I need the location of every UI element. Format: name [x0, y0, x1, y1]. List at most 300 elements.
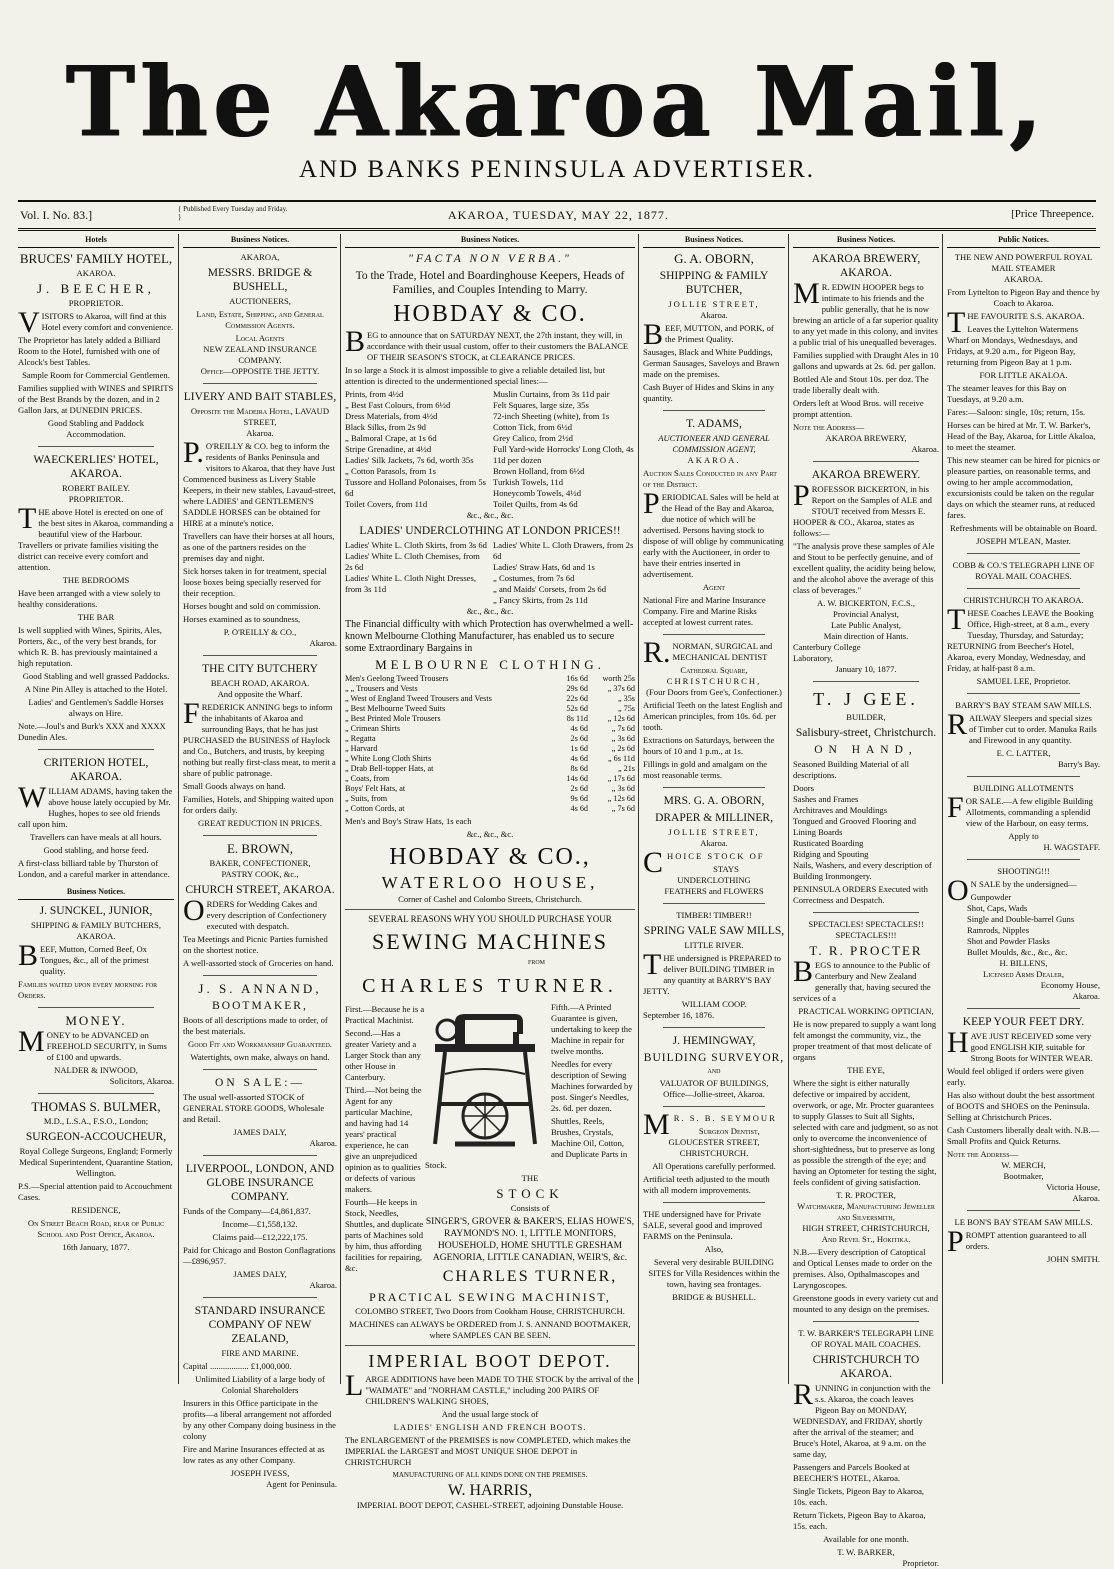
underclothing-lines: [345, 540, 635, 606]
ad-text: PASTRY COOK, &c.,: [221, 869, 299, 879]
ad-text: A well-assorted stock of Groceries on hand.: [183, 958, 334, 968]
ad-heading: T. R. PROCTER: [809, 943, 923, 958]
ad-text: THE EYE,: [847, 1065, 885, 1075]
table-cell: „ West of England Tweed Trousers and Vests: [345, 694, 492, 703]
ad-text: HIGH STREET, CHRISTCHURCH,: [802, 1223, 930, 1233]
table-row: [345, 804, 635, 814]
ad-text: Have been arranged with a view solely to healthy considerations.: [18, 588, 161, 609]
ad-text: Akaroa.: [309, 638, 337, 648]
ad-heading: FOR LITTLE AKALOA.: [979, 370, 1068, 380]
ad-heading: MELBOURNE CLOTHING.: [375, 657, 605, 672]
ad-text: PROPRIETOR.: [68, 298, 124, 308]
price: [Price Threepence.: [1011, 208, 1094, 220]
ad-text: Sausages, Black and White Puddings, German Sausages, Saveloys and Brawn made on the premises.: [643, 347, 780, 379]
ad-text: Horses bought and sold on commission.: [183, 601, 321, 611]
list-item: „ Balmoral Crape, at 1s 6d: [345, 433, 437, 443]
ad-text: Passengers and Parcels Booked at BEECHER'S HOTEL, Akaroa.: [793, 1462, 910, 1483]
ad-text: MR. EDWIN HOOPER begs to intimate to his friends and the public generally, that he is now brewing an article of a far superior quality to any yet made in this colony, and invites a public trial of his unequalled beverages.: [793, 277, 939, 347]
ad-text: Office—OPPOSITE THE JETTY.: [200, 366, 320, 376]
ad-text: THE undersigned is PREPARED to deliver BUILDING TIMBER in any quantity at BARRY'S BAY JETTY.: [643, 948, 781, 996]
ad-heading: CHURCH STREET, AKAROA.: [185, 884, 335, 896]
table-row: [345, 744, 635, 754]
ad-heading: CHRISTCHURCH TO AKAROA.: [963, 595, 1084, 605]
ad-text: JOSEPH M'LEAN, Master.: [976, 536, 1071, 546]
ad-text: Akaroa.: [309, 1280, 337, 1290]
ad-text: STAYS: [713, 864, 739, 874]
ad-text: A first-class billiard table by Thurston of London, and a careful marker in attendance.: [18, 858, 170, 879]
ad-text: Capital .................. £1,000,000.: [183, 1361, 292, 1371]
ad-text: P.S.—Special attention paid to Accouchment Cases.: [18, 1181, 173, 1202]
ad-text: MANUFACTURING OF ALL KINDS DONE ON THE PREMISES.: [392, 1471, 588, 1479]
ad-text: THE above Hotel is erected on one of the best sites in Akaroa, commanding a beautiful view of the Harbour. Travellers or private families visiting the district can receive every comfort and attention.: [18, 502, 174, 572]
ad-heading: HOBDAY & CO.: [393, 301, 587, 327]
list-item: Honeycomb Towels, 4½d: [493, 488, 582, 498]
ad-text: RAILWAY Sleepers and special sizes of Timber cut to order. Manuka Rails and Firewood in any quantity.: [947, 708, 1097, 745]
ad-heading: KEEP YOUR FEET DRY.: [962, 1016, 1085, 1028]
ad-text: P. O'REILLY & CO.,: [223, 627, 297, 637]
ad-heading: MR. S. B. SEYMOUR: [643, 1108, 777, 1141]
newspaper-subtitle: AND BANKS PENINSULA ADVERTISER.: [298, 156, 816, 183]
ad-text: MACHINES can ALWAYS be ORDERED from J. S. ANNAND BOOTMAKER, where SAMPLES CAN BE SEEN.: [349, 1319, 631, 1340]
ad-text: Paid for Chicago and Boston Conflagrations—£896,957.: [183, 1245, 336, 1266]
special-lines: [345, 389, 635, 510]
ad-heading: T. W. BARKER'S TELEGRAPH LINE OF ROYAL MAIL COACHES.: [798, 1328, 934, 1349]
ad-text: Ladies' and Gentlemen's Saddle Horses always on Hire.: [28, 697, 164, 718]
ad-text: Good Fit and Workmanship Guaranteed.: [188, 1039, 332, 1049]
ad-text: T. R. PROCTER,: [836, 1190, 896, 1200]
ad-text: FIRE AND MARINE.: [221, 1348, 299, 1358]
ad-text: THE BEDROOMS: [62, 575, 130, 585]
ad-heading: Salisbury-street, Christchurch.: [795, 727, 937, 739]
ad-text: Available for one month.: [823, 1534, 909, 1544]
ad-text: Claims paid—£12,222,175.: [212, 1232, 308, 1242]
ad-text: AND: [707, 1069, 721, 1075]
ad-text: FREDERICK ANNING begs to inform the inhabitants of Akaroa and surrounding Bays, that he has just PURCHASED the BUSINESS of Haylock and Co., Butchers, and trusts, by keeping nothing but really first-class meat, to merit a share of public patronage.: [183, 697, 336, 778]
ad-heading: CHARLES TURNER.: [362, 975, 618, 997]
ad-text: THE: [521, 1173, 539, 1183]
list-item: Ladies' White L. Cloth Skirts, from 3s 6d: [345, 540, 487, 550]
ad-text: BEG to announce that on SATURDAY NEXT, the 27th instant, they will, in accordance with their usual custom, offer to their customers the BALANCE OF THEIR SEASON'S STOCK, at CLEARANCE PRICES.: [345, 325, 629, 362]
ad-text: In so large a Stock it is almost impossible to give a reliable detailed list, but attention is directed to the undermentioned special lines:—: [345, 365, 605, 386]
list-item: „ Cotton Parasols, from 1s: [345, 466, 436, 476]
ad-heading: BUILDING ALLOTMENTS: [973, 783, 1074, 793]
ad-text: Provincial Analyst,: [833, 609, 899, 619]
ad-heading: SURGEON-ACCOUCHEUR,: [25, 1131, 167, 1143]
ad-text: Artificial teeth adjusted to the mouth with all modern improvements.: [643, 1174, 770, 1195]
ad-text: Has also without doubt the best assortment of BOOTS and SHOES on the Peninsula. Selling at Christchurch Prices.: [947, 1090, 1095, 1122]
ad-text: Fourth—He keeps in Stock, Needles, Shuttles, and duplicate parts of Machines sold by him, thus affording facilities for repairing, &c.: [345, 1197, 424, 1273]
ad-heading: IMPERIAL BOOT DEPOT.: [368, 1351, 612, 1371]
list-item: Ladies' Silk Jackets, 7s 6d, worth 35s: [345, 455, 474, 465]
ad-text: Victoria House,: [1046, 1182, 1100, 1192]
list-item: Tussore and Holland Polonaises, from 5s 6d: [345, 477, 486, 498]
ad-text: Fillings in gold and amalgam on the most reasonable terms.: [643, 759, 768, 780]
clothing-price-table: [345, 674, 635, 814]
table-cell: 4s 6d: [570, 754, 589, 763]
ad-text: UNDERCLOTHING: [677, 875, 751, 885]
ad-text: Funds of the Company—£4,861,837.: [183, 1206, 311, 1216]
ad-text: Good Stabling and Paddock Accommodation.: [47, 418, 145, 439]
ad-heading: SHIPPING & FAMILY BUTCHER,: [659, 270, 769, 296]
table-cell: 1s 6d: [570, 744, 589, 753]
ad-heading: LE BON'S BAY STEAM SAW MILLS.: [954, 1217, 1093, 1227]
ad-text: Small Goods always on hand.: [183, 781, 286, 791]
ad-text: TIMBER! TIMBER!!: [676, 910, 752, 920]
section-header: Business Notices.: [345, 234, 635, 248]
list-item: Nails, Washers, and every description of Building Ironmongery.: [793, 860, 932, 881]
ad-text: Barry's Bay.: [1057, 759, 1100, 769]
ad-text: RUNNING in conjunction with the s.s. Akaroa, the coach leaves Pigeon Bay on MONDAY, WEDNESDAY, and FRIDAY, shortly after the arrival of the steamer; and Bruce's Hotel, Akaroa, at 9 a.m. on the same day,: [793, 1378, 931, 1459]
ad-text: A. W. BICKERTON, F.C.S.,: [817, 598, 915, 608]
ad-text: Sick horses taken in for treatment, special loose boxes being specially reserved for their reception.: [183, 566, 327, 598]
list-item: „ and Maids' Corsets, from 2s 6d: [493, 584, 607, 594]
table-cell: 8s 11d: [566, 714, 589, 723]
ad-text: BRIDGE & BUSHELL.: [672, 1292, 756, 1302]
ad-text: Akaroa.: [1072, 1193, 1100, 1203]
ad-heading: THE NEW AND POWERFUL ROYAL MAIL STEAMER: [954, 252, 1093, 273]
ad-heading: MRS. G. A. OBORN,: [663, 795, 765, 807]
ad-heading: E. BROWN,: [226, 841, 294, 856]
table-cell: „ Best Printed Mole Trousers: [345, 714, 441, 723]
ad-text: Akaroa.: [1072, 991, 1100, 1001]
ad-text: AKAROA.: [76, 268, 116, 278]
list-item: Cotton Tick, from 6½d: [493, 422, 573, 432]
ad-text: This new steamer can be hired for picnics or pleasure parties, on reasonable terms, and owing to her ample accommodation, excursionists could be taken on the regular days on which the steamer runs, at reduced fares.: [947, 455, 1100, 520]
list-item: Ladies' White L. Cloth Chemises, from 2s 6d: [345, 551, 480, 572]
table-cell: „ 35s: [617, 694, 635, 703]
table-cell: 4s 6d: [570, 804, 589, 813]
ad-text: Horses can be hired at Mr. T. W. Barker's, Head of the Bay, Akaroa, for Little Akaloa, to meet the steamer.: [947, 420, 1096, 452]
ad-text: Cash Customers liberally dealt with. N.B.—Small Profits and Quick Returns.: [947, 1125, 1100, 1146]
table-cell: „ Best Melbourne Tweed Suits: [345, 704, 446, 713]
list-item: Stripe Grenadine, at 4½d: [345, 444, 432, 454]
ad-text: Is well supplied with Wines, Spirits, Ales, Porters, &c., of the very best brands, for which R. B. has previously maintained a high reputation.: [18, 625, 162, 668]
ad-heading: WATERLOO HOUSE,: [381, 873, 599, 892]
ad-text: Artificial Teeth on the latest English and American principles, from 10s. 6d. per tooth.: [643, 700, 783, 732]
ad-text: Families supplied with WINES and SPIRITS of the Best Brands by the dozen, and in 2 Gallon Jars, at DUNEDIN PRICES.: [18, 383, 174, 415]
ad-text: &c., &c., &c.: [466, 829, 514, 839]
ad-text: Single Tickets, Pigeon Bay to Akaroa, 10s. each.: [793, 1486, 925, 1507]
table-cell: 22s 6d: [566, 694, 589, 703]
table-cell: „ 21s: [617, 764, 635, 773]
ad-text: Leaves the Lyttelton Watermens Wharf on Mondays, Wednesdays, and Fridays, at 9.20 a.m., for Pigeon Bay, returning from Pigeon Bay at 1 p.m.: [947, 324, 1078, 367]
ad-text: FROM: [527, 960, 545, 966]
column-business-4: [793, 234, 939, 1568]
ad-text: JOHN SMITH.: [1047, 1254, 1100, 1264]
ad-text: Solicitors, Akaroa.: [109, 1076, 174, 1086]
table-row: [345, 694, 635, 704]
columns: [18, 234, 1100, 1568]
ad-text: Fire and Marine Insurances effected at as low rates as any other Company.: [183, 1444, 325, 1465]
table-cell: Men's Geelong Tweed Trousers: [345, 674, 449, 683]
ad-text: Opposite the Madeira Hotel, LAVAUD STREET,: [190, 406, 330, 427]
ad-text: ON SALE by the undersigned—: [947, 874, 1077, 907]
ad-text: Agent: [702, 582, 726, 592]
table-cell: 16s 6d: [566, 674, 589, 683]
table-cell: 29s 6d: [566, 684, 589, 693]
ad-text: WILLIAM ADAMS, having taken the above house lately occupied by Mr. Hughes, hopes to see old friends call upon him.: [18, 781, 173, 829]
under-lines-right: [493, 540, 635, 606]
ad-text: JAMES DALY,: [233, 1269, 287, 1279]
ad-text: A Nine Pin Alley is attached to the Hotel.: [24, 684, 168, 694]
under-lines-left: [345, 540, 487, 606]
table-cell: 8s 6d: [570, 764, 589, 773]
ad-heading: SPRING VALE SAW MILLS,: [643, 925, 785, 937]
ad-heading: ON HAND,: [814, 744, 918, 756]
sewing-reasons-left: [345, 1002, 425, 1276]
list-item: Prints, from 4½d: [345, 389, 404, 399]
ad-text: Men's and Boy's Straw Hats, 1s each: [345, 816, 472, 826]
table-cell: „ 75s: [617, 704, 635, 713]
ad-text: LARGE ADDITIONS have been MADE TO THE STOCK by the arrival of the "WAIMATE" and "NORHAM CASTLE," including 200 PAIRS OF CHILDREN'S WALKING SHOES,: [345, 1369, 634, 1406]
section-header: Business Notices.: [18, 886, 174, 900]
list-item: Ramrods, Nipples: [967, 925, 1030, 935]
list-item: Black Silks, from 2s 9d: [345, 422, 426, 432]
list-item: Ladies' Straw Hats, 6d and 1s: [493, 562, 595, 572]
column-business-2: [345, 234, 635, 1510]
ad-text: H. WAGSTAFF.: [1043, 842, 1100, 852]
ad-text: Families supplied with Draught Ales in 10 gallons and upwards at 2s. 6d. per gallon.: [793, 350, 939, 371]
ad-text: BEACH ROAD, AKAROA.: [210, 678, 310, 688]
ad-text: ROBERT BAILEY.: [62, 483, 130, 493]
table-cell: „ 12s 6d: [607, 794, 635, 803]
ad-heading: PRACTICAL SEWING MACHINIST,: [369, 1290, 611, 1304]
ad-text: Horses examined as to soundness,: [183, 614, 301, 624]
table-cell: 2s 6d: [570, 734, 589, 743]
table-cell: „ Cotton Cords, at: [345, 804, 405, 813]
ad-text: COLOMBO STREET, Two Doors from Cookham House, CHRISTCHURCH.: [355, 1306, 625, 1316]
ad-text: Akaroa.: [246, 428, 274, 438]
list-item: Toilet Covers, from 11d: [345, 499, 428, 509]
ad-text: All Operations carefully performed.: [652, 1161, 776, 1171]
ad-text: And the usual large stock of: [441, 1409, 539, 1419]
volume-number: Vol. I. No. 83.]: [20, 208, 93, 222]
column-hotels: [18, 234, 174, 1384]
ad-text: AKAROA.: [687, 455, 741, 465]
ad-text: JAMES DALY,: [233, 1127, 287, 1137]
ad-text: Cash Buyer of Hides and Skins in any quantity.: [643, 382, 775, 403]
table-cell: „ Coats, from: [345, 774, 390, 783]
ad-heading: LIVERPOOL, LONDON, AND GLOBE INSURANCE COMPANY.: [185, 1163, 335, 1203]
ad-text: Seasoned Building Material of all descriptions.: [793, 759, 909, 780]
table-cell: „ White Long Cloth Shirts: [345, 754, 432, 763]
ad-text: Main direction of Hants.: [823, 631, 909, 641]
ad-text: Office—Jollie-street, Akaroa.: [663, 1089, 765, 1099]
ad-text: Extractions on Saturdays, between the hours of 10 and 1 p.m., at 1s.: [643, 735, 775, 756]
list-item: Felt Squares, large size, 35s: [493, 400, 589, 410]
ad-text: Needles for every description of Sewing Machines forwarded by post. Singer's Needles, 2s. 6d. per dozen.: [551, 1059, 633, 1113]
ad-text: Travellers can have meals at all hours.: [30, 832, 162, 842]
ad-text: JOSEPH IVESS,: [230, 1468, 290, 1478]
sewing-machine-illustration: [425, 1004, 545, 1154]
ad-text: Note the Address—: [947, 1149, 1019, 1159]
table-cell: „ 3s 6d: [611, 734, 635, 743]
ad-text: The steamer leaves for this Bay on Tuesdays, at 9.20 a.m.: [947, 383, 1067, 404]
list-item: Turkish Towels, 11d: [493, 477, 563, 487]
building-materials-list: [793, 783, 939, 882]
ad-text: GREAT REDUCTION IN PRICES.: [198, 818, 322, 828]
ad-text: Surgeon Dentist,: [698, 1126, 760, 1136]
ad-text: BEGS to announce to the Public of Canterbury and New Zealand generally that, having secured the services of a: [793, 955, 931, 1003]
ad-heading: ON SALE:—: [215, 1077, 305, 1089]
ad-text: September 16, 1876.: [643, 1010, 715, 1020]
ad-text: Watchmaker, Manufacturing Jeweller and Silversmith,: [797, 1201, 935, 1222]
ad-heading: WAECKERLIES' HOTEL, AKAROA.: [33, 454, 159, 480]
ad-heading: SEWING MACHINES: [372, 929, 608, 954]
section-header: Business Notices.: [793, 234, 939, 248]
ad-text: SEVERAL REASONS WHY YOU SHOULD PURCHASE YOUR: [368, 914, 612, 924]
ad-text: 16th January, 1877.: [62, 1242, 130, 1252]
table-cell: „ 2s 6d: [611, 744, 635, 753]
ad-text: H. BILLENS,: [999, 958, 1048, 968]
table-cell: „ 7s 6d: [611, 724, 635, 733]
ad-heading: T. J GEE.: [813, 689, 919, 709]
table-cell: „ Suits, from: [345, 794, 388, 803]
list-item: Ladies' White L. Cloth Drawers, from 2s 6d: [493, 540, 634, 561]
ad-text: THE BAR: [77, 612, 115, 622]
ad-text: (Four Doors from Gee's, Confectioner.): [646, 687, 782, 697]
ad-text: LADIES' ENGLISH AND FRENCH BOOTS.: [393, 1422, 587, 1432]
ad-text: LITTLE RIVER.: [684, 940, 744, 950]
ad-text: Return Tickets, Pigeon Bay to Akaroa, 15s. each.: [793, 1510, 926, 1531]
ad-text: Unlimited Liability of a large body of Colonial Shareholders: [195, 1374, 325, 1395]
ad-text: Land, Estate, Shipping, and General Commission Agents.: [196, 309, 324, 330]
ad-text: PROMPT attention guaranteed to all orders.: [947, 1225, 1087, 1258]
ad-text: &c., &c., &c.: [466, 510, 514, 520]
list-item: „ Fancy Skirts, from 2s 11d: [493, 595, 588, 605]
section-header: Hotels: [18, 234, 174, 248]
ad-heading: LIVERY AND BAIT STABLES,: [183, 391, 337, 403]
ad-text: SHIPPING & FAMILY BUTCHERS, AKAROA.: [31, 920, 161, 941]
ad-text: SPECTACLES! SPECTACLES!! SPECTACLES!!!: [808, 919, 924, 940]
table-cell: worth 25s: [602, 674, 635, 683]
ad-text: CHRISTCHURCH.: [679, 1148, 749, 1158]
table-row: [345, 714, 635, 724]
table-cell: 2s 6d: [570, 784, 589, 793]
ad-text: Economy House,: [1040, 980, 1100, 990]
ad-heading: BRUCES' FAMILY HOTEL,: [19, 251, 173, 266]
ad-text: The ENLARGEMENT of the PREMISES is now COMPLETED, which makes the IMPERIAL the LARGEST and MOST UNIQUE SHOE DEPOT in CHRISTCHURCH: [345, 1435, 631, 1467]
ad-text: T. W. BARKER,: [837, 1547, 895, 1557]
ad-text: THE undersigned have for Private SALE, several good and improved FARMS on the Peninsula.: [643, 1209, 763, 1241]
ad-text: AUCTIONEER AND GENERAL COMMISSION AGENT,: [658, 433, 770, 454]
list-item: Doors: [793, 783, 815, 793]
ad-text: BEEF, MUTTON, and PORK, of the Primest Quality.: [643, 318, 774, 351]
list-item: Bullet Moulds, &c., &c., &c.: [967, 947, 1068, 957]
ad-text: Would feel obliged if orders were given early.: [947, 1066, 1084, 1087]
masthead: [0, 45, 1114, 184]
table-row: [345, 674, 635, 684]
list-item: Architraves and Mouldings: [793, 805, 888, 815]
ad-text: AUCTIONEERS,: [229, 296, 291, 306]
list-item: „ Best Fast Colours, from 6½d: [345, 400, 451, 410]
ad-heading: BOOTMAKER,: [212, 1000, 308, 1012]
ad-text: AKAROA BREWERY,: [825, 433, 907, 443]
ad-heading: CRITERION HOTEL, AKAROA.: [43, 757, 149, 783]
ad-text: PRACTICAL WORKING OPTICIAN,: [798, 1006, 934, 1016]
table-row: [345, 704, 635, 714]
ad-text: Where the sight is either naturally defective or impaired by accident, overwork, or age, Mr. Procter guarantees to supply Glasses to Suit all Sights, selected with care and judgment, so as not only to overcome the inconvenience of short-sightedness, but to preserve as long as possible the strength of the eye; and having an Optometer for testing the sight, feels confident of giving satisfaction.: [793, 1078, 939, 1187]
ad-heading: COBB & CO.'S TELEGRAPH LINE OF ROYAL MAIL COACHES.: [952, 560, 1095, 581]
ad-text: PERIODICAL Sales will be held at the Head of the Bay and Akaroa, due notice of which will be advertised. Persons having stock to dispose of will oblige by communicating early with the Auctioneer, in order to have their entries inserted in advertisement.: [643, 487, 784, 579]
ad-text: THESE Coaches LEAVE the Booking Office, High-street, at 8 a.m., every Tuesday, Thursday, and Saturday; RETURNING from Beecher's Hotel, Akaroa, every Monday, Wednesday, and Friday, at half-past 8 a.m.: [947, 603, 1094, 673]
list-item: Shot, Caps, Wads: [967, 903, 1028, 913]
table-row: [345, 794, 635, 804]
list-item: Grey Calico, from 2½d: [493, 433, 573, 443]
ad-text: SAMUEL LEE, Proprietor.: [976, 676, 1071, 686]
ad-heading: CHRISTCHURCH TO AKAROA.: [812, 1354, 920, 1380]
ad-text: Insurers in this Office participate in the profits—a liberal arrangement not afforded by any other Company doing business in the colony: [183, 1398, 337, 1441]
ad-text: M.D., L.S.A., F.S.O., London;: [43, 1116, 149, 1126]
ad-heading: R.NORMAN, SURGICAL and MECHANICAL DENTIST: [643, 636, 773, 669]
ad-text: BUILDER,: [846, 712, 886, 722]
table-cell: „ Harvard: [345, 744, 378, 753]
table-cell: 4s 6d: [570, 724, 589, 733]
list-item: „ Costumes, from 7s 6d: [493, 573, 575, 583]
list-item: Shot and Powder Flasks: [967, 936, 1050, 946]
table-row: [345, 734, 635, 744]
table-cell: 9s 6d: [570, 794, 589, 803]
ad-heading: MONEY.: [65, 1013, 127, 1028]
ad-text: PENINSULA ORDERS Executed with Correctness and Despatch.: [793, 884, 928, 905]
ad-text: IMPERIAL BOOT DEPOT, CASHEL-STREET, adjoining Dunstable House.: [356, 1500, 624, 1510]
section-header: Public Notices.: [947, 234, 1100, 248]
ad-text: Canterbury College: [793, 642, 861, 652]
special-lines-right: [493, 389, 635, 510]
table-cell: Boys' Felt Hats, at: [345, 784, 406, 793]
list-item: Full Yard-wide Horrocks' Long Cloth, 4s 11d per dozen: [493, 444, 634, 465]
ad-text: Akaroa.: [700, 310, 728, 320]
ad-text: MONEY to be ADVANCED on FREEHOLD SECURITY, in Sums of £100 and upwards.: [18, 1025, 167, 1062]
ad-text: Also,: [704, 1244, 724, 1254]
ad-text: First.—Because he is a Practical Machinist.: [345, 1004, 425, 1025]
ad-text: CHRISTCHURCH,: [666, 676, 762, 686]
ad-heading: MESSRS. BRIDGE & BUSHELL,: [207, 267, 313, 293]
ad-text: Boots of all descriptions made to order, of the best materials.: [183, 1015, 328, 1036]
table-cell: „ Crimean Shirts: [345, 724, 401, 733]
ad-text: VISITORS to Akaroa, will find at this Hotel every comfort and convenience.: [18, 306, 174, 339]
ad-text: Watertights, own make, always on hand.: [190, 1052, 330, 1062]
ad-text: Apply to: [1008, 831, 1039, 841]
table-row: [345, 774, 635, 784]
ad-text: National Fire and Marine Insurance Company. Fire and Marine Risks accepted at lowest current rates.: [643, 595, 766, 627]
ad-text: He is now prepared to supply a want long felt amongst the community, viz., the proper treatment of that most delicate of organs: [793, 1019, 937, 1062]
ad-text: JOLLIE STREET,: [668, 827, 760, 837]
ad-text: PROPRIETOR.: [68, 494, 124, 504]
ad-heading: "FACTA NON VERBA.": [408, 253, 572, 265]
ad-text: CHOICE STOCK OF: [643, 846, 765, 879]
ad-text: RESIDENCE,: [71, 1205, 121, 1215]
ad-text: Good stabling, and horse feed.: [43, 845, 149, 855]
ad-text: On Street Beach Road, rear of Public School and Post Office, Akaroa.: [27, 1218, 165, 1239]
ad-text: And opposite the Wharf.: [217, 689, 303, 699]
ad-heading: DRAPER & MILLINER,: [655, 812, 773, 824]
ad-text: Bootmaker,: [1003, 1171, 1044, 1181]
ad-text: Third.—Not being the Agent for any particular Machine, and having had 14 years' practical experience, he can give an unprejudiced opinion as to qualities or defects of various makers.: [345, 1085, 422, 1194]
ad-heading: J. BEECHER,: [36, 281, 156, 296]
ad-text: Fares:—Saloon: single, 10s; return, 15s.: [947, 407, 1086, 417]
ad-text: W. MERCH,: [1001, 1160, 1046, 1170]
ad-text: Fifth.—A Printed Guarantee is given, undertaking to keep the Machine in repair for twelve months.: [551, 1002, 632, 1056]
issue-date: AKAROA, TUESDAY, MAY 22, 1877.: [448, 208, 669, 222]
ad-text: Auction Sales Conducted in any Part of the District.: [643, 468, 777, 489]
ad-text: PROFESSOR BICKERTON, in his Report on the Samples of ALE and STOUT received from Messrs E. HOOPER & CO., Akaroa, states as follows:—: [793, 479, 932, 538]
ad-text: Akaroa.: [309, 1138, 337, 1148]
ad-heading: CHARLES TURNER,: [442, 1268, 618, 1285]
ad-text: ORDERS for Wedding Cakes and every description of Confectionery executed with despatch.: [183, 894, 327, 931]
ad-heading: STANDARD INSURANCE COMPANY OF NEW ZEALAND,: [194, 1305, 326, 1345]
ad-text: Greenstone goods in every variety cut and mounted to any design on the premises.: [793, 1293, 939, 1314]
